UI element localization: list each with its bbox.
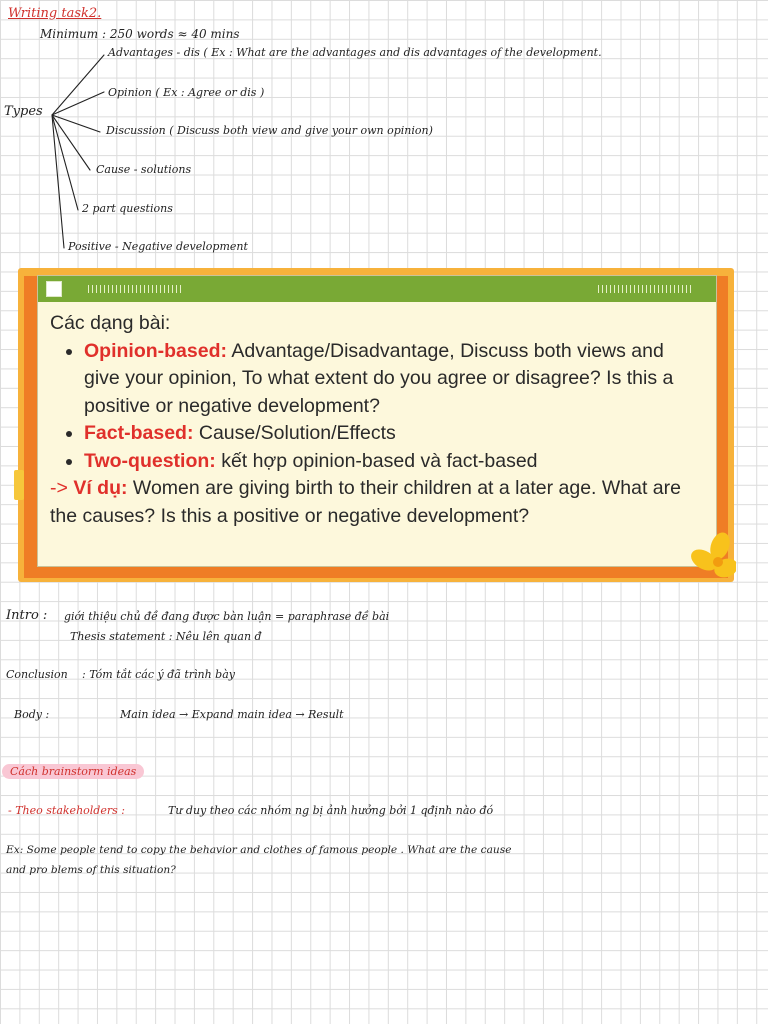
type-cause-solutions: Cause - solutions — [96, 163, 192, 176]
type-advantages: Advantages - dis ( Ex : What are the advantages and dis advantages of the development. — [108, 46, 602, 59]
brainstorm-title: Cách brainstorm ideas — [2, 764, 144, 779]
example-line-1: Ex: Some people tend to copy the behavior and clothes of famous people . What are the cause — [6, 844, 512, 856]
list-item — [84, 338, 704, 421]
flower-icon — [690, 530, 736, 580]
intro-label: Intro : — [6, 608, 48, 623]
card-tab — [14, 470, 24, 500]
body-label: Body : — [14, 708, 50, 721]
minimum-note: Minimum : 250 words ≈ 40 mins — [40, 27, 240, 41]
card-body — [38, 302, 716, 530]
list-item — [84, 420, 704, 448]
card-header-bar — [38, 276, 716, 302]
example-line — [50, 475, 704, 530]
thesis-text: Thesis statement : Nêu lên quan đ — [70, 630, 262, 643]
type-opinion: Opinion ( Ex : Agree or dis ) — [108, 86, 265, 99]
bullet-text: Cause/Solution/Effects — [193, 422, 396, 444]
stakeholders-text: Tư duy theo các nhóm ng bị ảnh hưởng bởi 1 qđịnh nào đó — [168, 804, 494, 817]
window-square-icon — [46, 281, 62, 297]
stakeholders-label: - Theo stakeholders : — [8, 804, 125, 817]
conclusion-label: Conclusion — [6, 668, 68, 681]
bullet-text: Advantage/Disadvantage, Discuss both views and give your opinion, To what extent do you agree or disagree? Is this a positive or negative development? — [84, 339, 674, 417]
type-positive-negative: Positive - Negative development — [68, 240, 248, 253]
body-text: Main idea → Expand main idea → Result — [120, 708, 344, 721]
conclusion-text: : Tóm tắt các ý đã trình bày — [82, 668, 235, 681]
types-label: Types — [4, 104, 43, 119]
example-label: Ví dụ: — [73, 477, 128, 499]
summary-card — [37, 275, 717, 567]
example-line-2: and pro blems of this situation? — [6, 864, 176, 876]
type-two-part: 2 part questions — [82, 202, 173, 215]
example-text: Women are giving birth to their children at a later age. What are the causes? Is this a positive or negative development? — [50, 477, 681, 527]
bullet-label: Two-question: — [84, 449, 216, 472]
type-discussion: Discussion ( Discuss both view and give your own opinion) — [106, 124, 433, 137]
page-title: Writing task2. — [8, 6, 102, 21]
card-heading: Các dạng bài: — [50, 312, 171, 334]
type-list — [50, 338, 704, 476]
bullet-label: Opinion-based: — [84, 339, 227, 362]
intro-text: giới thiệu chủ đề đang được bàn luận = paraphrase đề bài — [64, 610, 390, 623]
stripe-left — [88, 285, 184, 293]
arrow-symbol: -> — [50, 477, 74, 499]
stripe-right — [598, 285, 694, 293]
bullet-text: kết hợp opinion-based và fact-based — [215, 449, 538, 472]
bullet-label: Fact-based: — [84, 422, 194, 444]
list-item — [84, 448, 704, 476]
